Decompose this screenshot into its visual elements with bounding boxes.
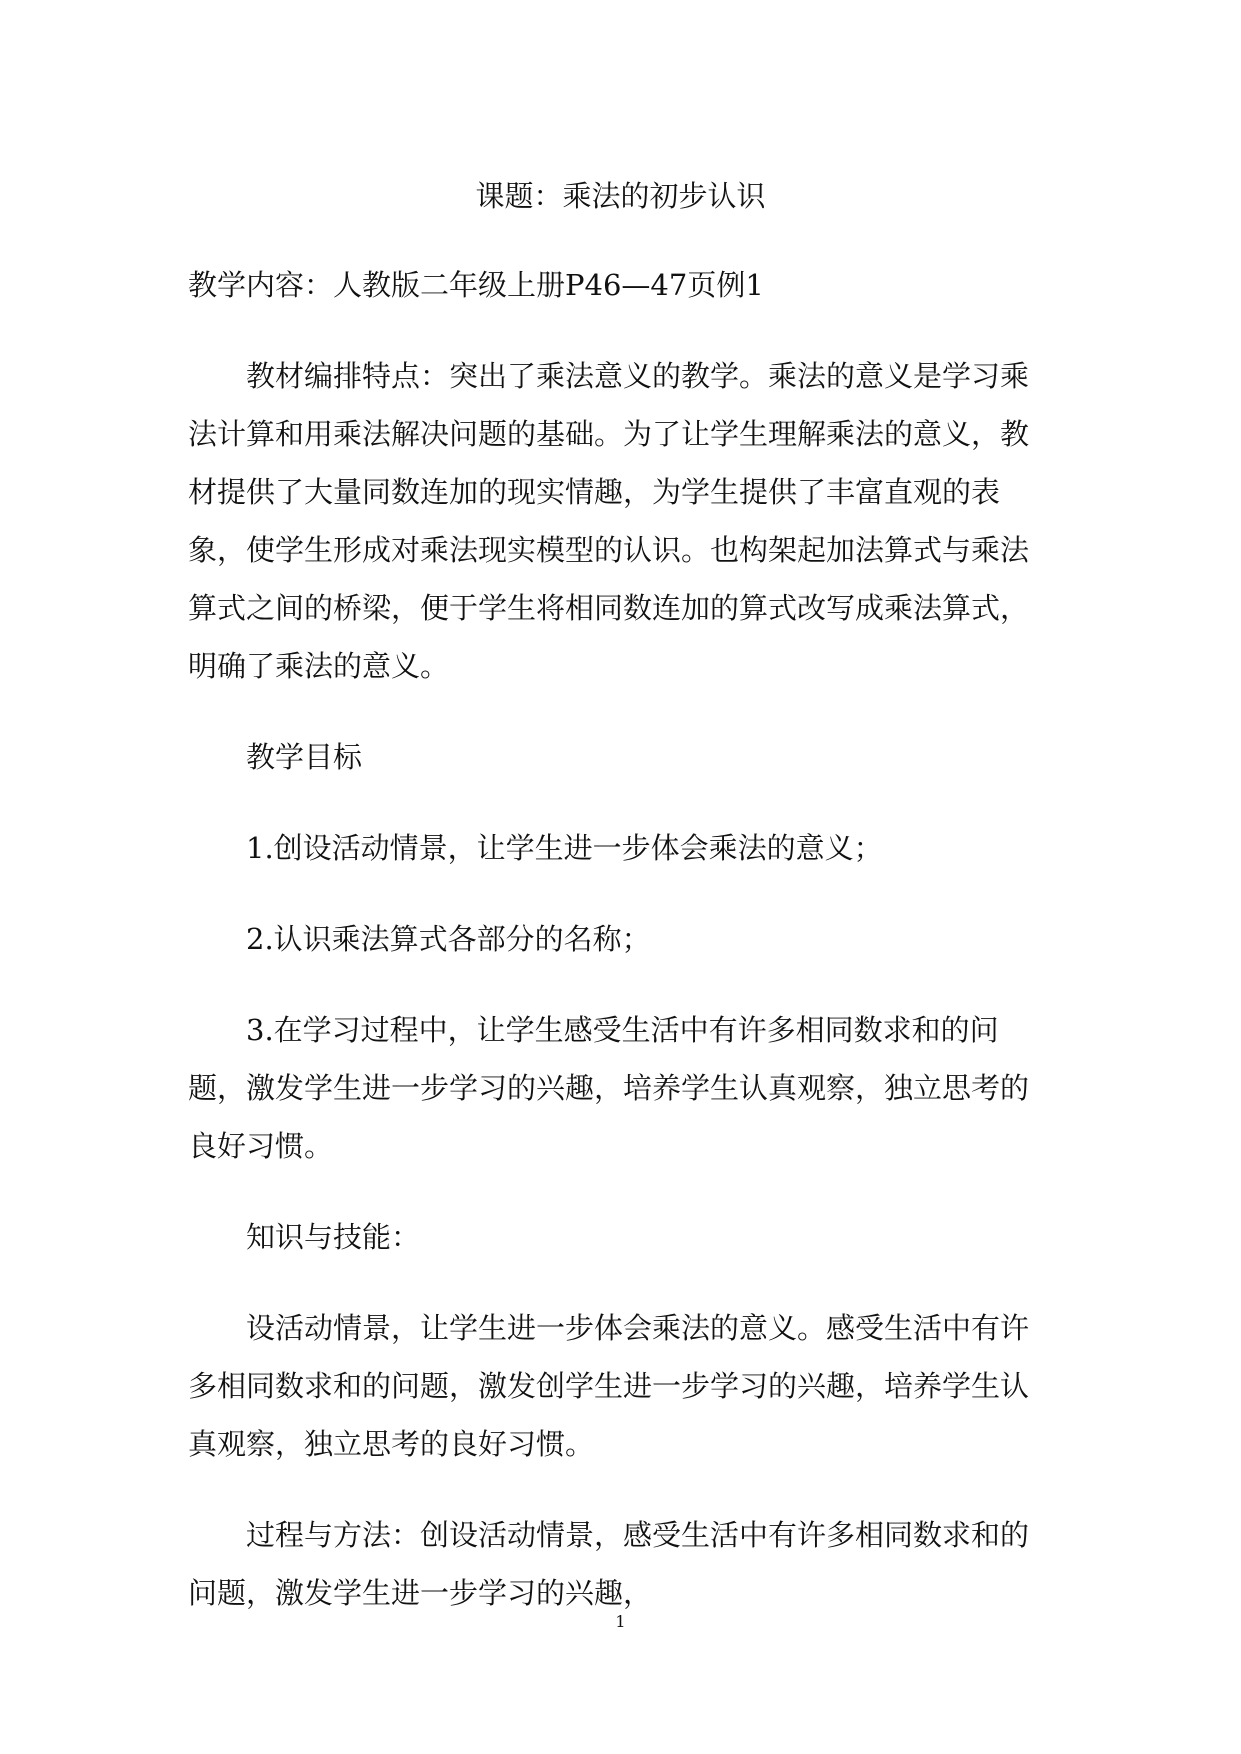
paragraph-teaching-content: 教学内容：人教版二年级上册P46—47页例1	[188, 268, 764, 302]
page-title: 课题：乘法的初步认识	[475, 179, 766, 213]
paragraph-process-methods: 过程与方法：创设活动情景，感受生活中有许多相同数求和的问题，激发学生进一步学习的兴趣，	[188, 1518, 1030, 1610]
paragraph-goal-3: 3.在学习过程中，让学生感受生活中有许多相同数求和的问题，激发学生进一步学习的兴趣，培养学生认真观察，独立思考的良好习惯。	[188, 1013, 1030, 1163]
paragraph-knowledge-skills: 设活动情景，让学生进一步体会乘法的意义。感受生活中有许多相同数求和的问题，激发创学生进一步学习的兴趣，培养学生认真观察，独立思考的良好习惯。	[188, 1311, 1030, 1461]
paragraph-goal-1: 1.创设活动情景，让学生进一步体会乘法的意义；	[246, 831, 883, 865]
paragraph-goal-2: 2.认识乘法算式各部分的名称；	[246, 922, 651, 956]
paragraph-teaching-goals-heading: 教学目标	[246, 740, 363, 774]
paragraph-textbook-features: 教材编排特点：突出了乘法意义的教学。乘法的意义是学习乘法计算和用乘法解决问题的基础。为了让学生理解乘法的意义，教材提供了大量同数连加的现实情趣，为学生提供了丰富直观的表象，使学生形成对乘法现实模型的认识。也构架起加法算式与乘法算式之间的桥梁，便于学生将相同数连加的算式改写成乘法算式，明确了乘法的意义。	[188, 359, 1030, 683]
paragraph-knowledge-skills-heading: 知识与技能：	[246, 1220, 421, 1254]
document-body	[188, 256, 1054, 1655]
page-number: 1	[615, 1612, 626, 1631]
